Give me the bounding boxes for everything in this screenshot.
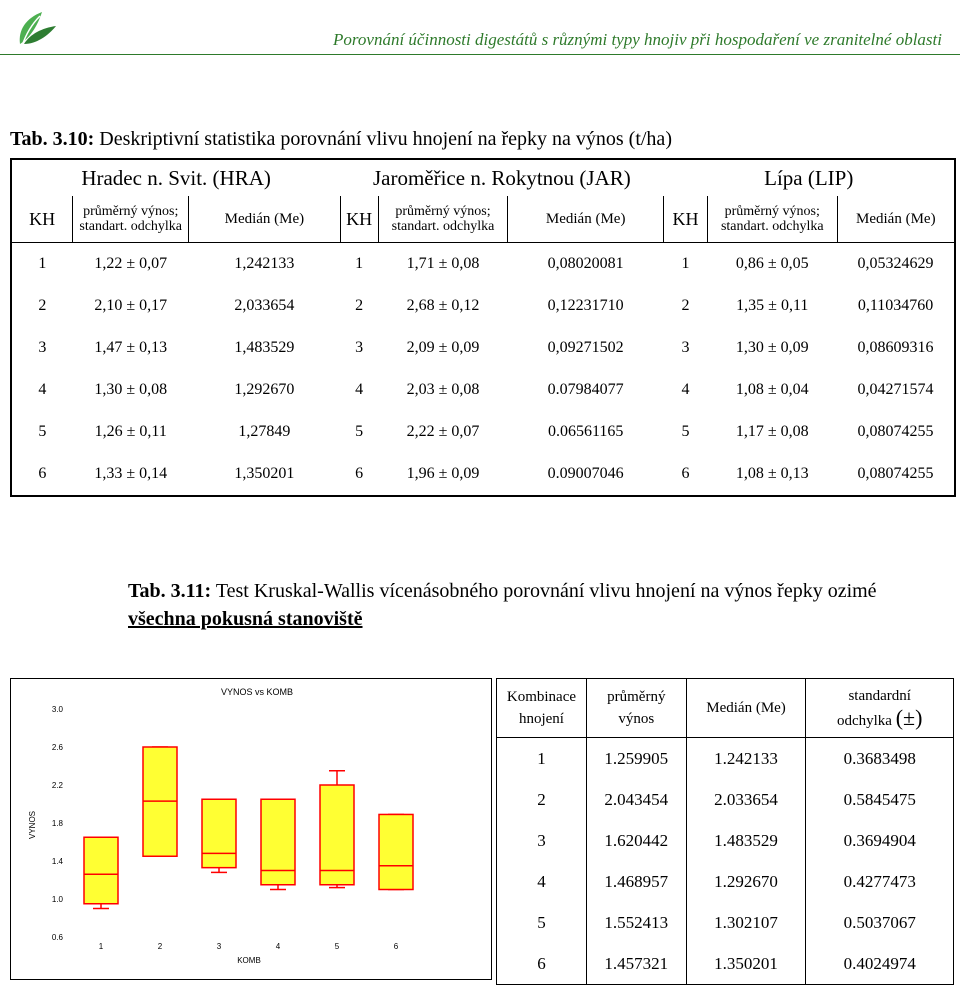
- cell-combination: 4: [497, 861, 587, 902]
- cell-lip-median: 0,11034760: [837, 285, 955, 327]
- cell-median: 1.302107: [686, 902, 806, 943]
- table-row: [497, 820, 954, 861]
- cell-combination: 1: [497, 738, 587, 780]
- x-tick-label: 2: [157, 942, 163, 951]
- column-header-median: Medián (Me): [508, 196, 664, 243]
- cell-lip-median: 0,08609316: [837, 327, 955, 369]
- cell-jar-median: 0.07984077: [547, 381, 624, 398]
- table-row: [11, 411, 955, 453]
- cell-hra-median: 1,27849: [238, 423, 291, 440]
- cell-lip-median: 0,04271574: [837, 369, 955, 411]
- cell-median: 1.292670: [686, 861, 806, 902]
- table2-caption-number: Tab. 3.11:: [128, 580, 212, 602]
- chart-x-label: KOMB: [237, 956, 261, 965]
- cell-lip-mean: 1,30 ± 0,09: [735, 339, 809, 356]
- cell-std: 0.4277473: [806, 861, 954, 902]
- cell-lip-mean: 1,08 ± 0,13: [707, 453, 837, 496]
- cell-jar-kh: 1: [355, 255, 364, 272]
- cell-lip-kh: 1: [681, 255, 690, 272]
- running-title: Porovnání účinnosti digestátů s různými typy hnojiv při hospodaření ve zranitelné oblasti: [333, 30, 942, 49]
- y-axis-ticks: [52, 705, 64, 942]
- boxplot-chart: [10, 678, 492, 980]
- cell-combination: 5: [497, 902, 587, 943]
- cell-jar-kh: 4: [355, 381, 364, 398]
- cell-hra-median: 1,350201: [189, 453, 341, 496]
- cell-jar-median: 0.06561165: [547, 423, 624, 440]
- cell-hra-median: 1,483529: [234, 339, 295, 356]
- y-tick-label: 1.8: [51, 819, 63, 828]
- column-header-std: standardní odchylka (±): [806, 679, 954, 738]
- cell-mean: 1.552413: [586, 902, 686, 943]
- y-tick-label: 2.6: [51, 743, 63, 752]
- cell-jar-median: 0,09271502: [547, 339, 624, 356]
- box-series: [84, 747, 413, 909]
- cell-lip-mean: 1,35 ± 0,11: [736, 297, 809, 314]
- cell-combination: 3: [497, 820, 587, 861]
- chart-y-label: VYNOS: [28, 810, 37, 840]
- cell-kh: 1: [11, 243, 73, 286]
- table-row: [11, 327, 955, 369]
- cell-lip-kh: 3: [681, 339, 690, 356]
- column-header-median: Medián (Me): [189, 196, 341, 243]
- table1-caption-number: Tab. 3.10:: [10, 128, 95, 150]
- cell-lip-mean: 1,17 ± 0,08: [735, 423, 809, 440]
- cell-mean: 1.468957: [586, 861, 686, 902]
- cell-jar-mean: 2,68 ± 0,12: [406, 297, 480, 314]
- cell-lip-kh: 4: [681, 381, 690, 398]
- kruskal-wallis-table: [496, 678, 954, 985]
- cell-hra-mean: 1,26 ± 0,11: [94, 423, 167, 440]
- table-row: [497, 943, 954, 985]
- x-tick-label: 6: [393, 942, 399, 951]
- cell-jar-mean: 1,96 ± 0,09: [378, 453, 508, 496]
- site-header-hra: Hradec n. Svit. (HRA): [11, 159, 340, 196]
- cell-mean: 2.043454: [586, 779, 686, 820]
- column-header-kh: KH: [340, 196, 378, 243]
- y-tick-label: 3.0: [51, 705, 63, 714]
- cell-std: 0.3683498: [806, 738, 954, 780]
- cell-hra-median: 2,033654: [234, 297, 295, 314]
- cell-jar-kh: 3: [355, 339, 364, 356]
- x-axis-ticks: [99, 942, 399, 951]
- column-header-median: Medián (Me): [686, 679, 806, 738]
- cell-kh: 3: [11, 327, 73, 369]
- cell-hra-mean: 2,10 ± 0,17: [94, 297, 168, 314]
- leaf-logo-icon: [12, 4, 60, 48]
- y-tick-label: 1.4: [51, 857, 63, 866]
- table-row: [11, 243, 955, 286]
- cell-jar-mean: 1,71 ± 0,08: [406, 255, 480, 272]
- cell-hra-mean: 1,30 ± 0,08: [94, 381, 168, 398]
- descriptive-statistics-table: [10, 158, 956, 497]
- cell-kh: 4: [11, 369, 73, 411]
- x-tick-label: 4: [275, 942, 281, 951]
- table-row: [11, 285, 955, 327]
- cell-kh: 2: [11, 285, 73, 327]
- box-6: [379, 814, 413, 889]
- cell-jar-kh: 6: [340, 453, 378, 496]
- box-1: [84, 837, 118, 904]
- box-3: [202, 799, 236, 867]
- cell-jar-mean: 2,03 ± 0,08: [406, 381, 480, 398]
- table-row: [11, 453, 955, 496]
- cell-jar-median: 0.09007046: [508, 453, 664, 496]
- cell-std: 0.5037067: [806, 902, 954, 943]
- cell-mean: 1.259905: [586, 738, 686, 780]
- site-header-jar: Jaroměřice n. Rokytnou (JAR): [340, 159, 663, 196]
- cell-std: 0.3694904: [806, 820, 954, 861]
- cell-jar-mean: 2,22 ± 0,07: [406, 423, 480, 440]
- cell-mean: 1.457321: [586, 943, 686, 985]
- cell-lip-median: 0,08074255: [837, 453, 955, 496]
- cell-hra-mean: 1,22 ± 0,07: [94, 255, 168, 272]
- column-header-kh: KH: [11, 196, 73, 243]
- column-header-mean: průměrný výnos; standart. odchylka: [707, 196, 837, 243]
- cell-lip-kh: 6: [664, 453, 708, 496]
- table2-caption-text: Test Kruskal-Wallis vícenásobného porovnání vlivu hnojení na výnos řepky ozimé: [211, 580, 877, 602]
- cell-jar-median: 0,08020081: [547, 255, 624, 272]
- y-tick-label: 0.6: [51, 933, 63, 942]
- column-header-mean: průměrný výnos; standart. odchylka: [378, 196, 508, 243]
- cell-median: 1.350201: [686, 943, 806, 985]
- cell-jar-median: 0,12231710: [547, 297, 624, 314]
- column-header-mean: průměrný výnos; standart. odchylka: [73, 196, 189, 243]
- column-header-median: Medián (Me): [837, 196, 955, 243]
- table2-caption: [128, 580, 877, 603]
- cell-median: 1.483529: [686, 820, 806, 861]
- cell-lip-kh: 5: [681, 423, 690, 440]
- cell-lip-kh: 2: [681, 297, 690, 314]
- site-header-lip: Lípa (LIP): [664, 159, 956, 196]
- y-tick-label: 1.0: [51, 895, 63, 904]
- cell-lip-mean: 1,08 ± 0,04: [735, 381, 809, 398]
- chart-title: VYNOS vs KOMB: [220, 687, 294, 697]
- box-4: [261, 799, 295, 885]
- cell-jar-kh: 5: [355, 423, 364, 440]
- table-row: [11, 369, 955, 411]
- cell-kh: 5: [11, 411, 73, 453]
- cell-lip-median: 0,05324629: [837, 243, 955, 286]
- column-header-mean: průměrný výnos: [586, 679, 686, 738]
- cell-std: 0.5845475: [806, 779, 954, 820]
- cell-lip-mean: 0,86 ± 0,05: [735, 255, 809, 272]
- cell-jar-mean: 2,09 ± 0,09: [406, 339, 480, 356]
- table2-caption-line2: všechna pokusná stanoviště: [128, 608, 363, 630]
- cell-lip-median: 0,08074255: [837, 411, 955, 453]
- cell-std: 0.4024974: [806, 943, 954, 985]
- table-row: [497, 779, 954, 820]
- cell-kh: 6: [11, 453, 73, 496]
- table1-caption-text: Deskriptivní statistika porovnání vlivu hnojení na řepky na výnos (t/ha): [94, 128, 672, 150]
- header-rule: [0, 54, 960, 55]
- cell-combination: 6: [497, 943, 587, 985]
- cell-median: 1.242133: [686, 738, 806, 780]
- cell-mean: 1.620442: [586, 820, 686, 861]
- cell-jar-kh: 2: [355, 297, 364, 314]
- table-row: [497, 738, 954, 780]
- cell-hra-mean: 1,33 ± 0,14: [73, 453, 189, 496]
- x-tick-label: 3: [216, 942, 222, 951]
- x-tick-label: 1: [98, 942, 104, 951]
- cell-hra-median: 1,292670: [234, 381, 295, 398]
- cell-hra-mean: 1,47 ± 0,13: [94, 339, 168, 356]
- cell-combination: 2: [497, 779, 587, 820]
- column-header-combination: Kombinace hnojení: [497, 679, 587, 738]
- x-tick-label: 5: [334, 942, 340, 951]
- cell-median: 2.033654: [686, 779, 806, 820]
- column-header-kh: KH: [664, 196, 708, 243]
- table-row: [497, 861, 954, 902]
- table1-caption: [10, 128, 672, 151]
- table-row: [497, 902, 954, 943]
- y-tick-label: 2.2: [51, 781, 63, 790]
- cell-hra-median: 1,242133: [234, 255, 295, 272]
